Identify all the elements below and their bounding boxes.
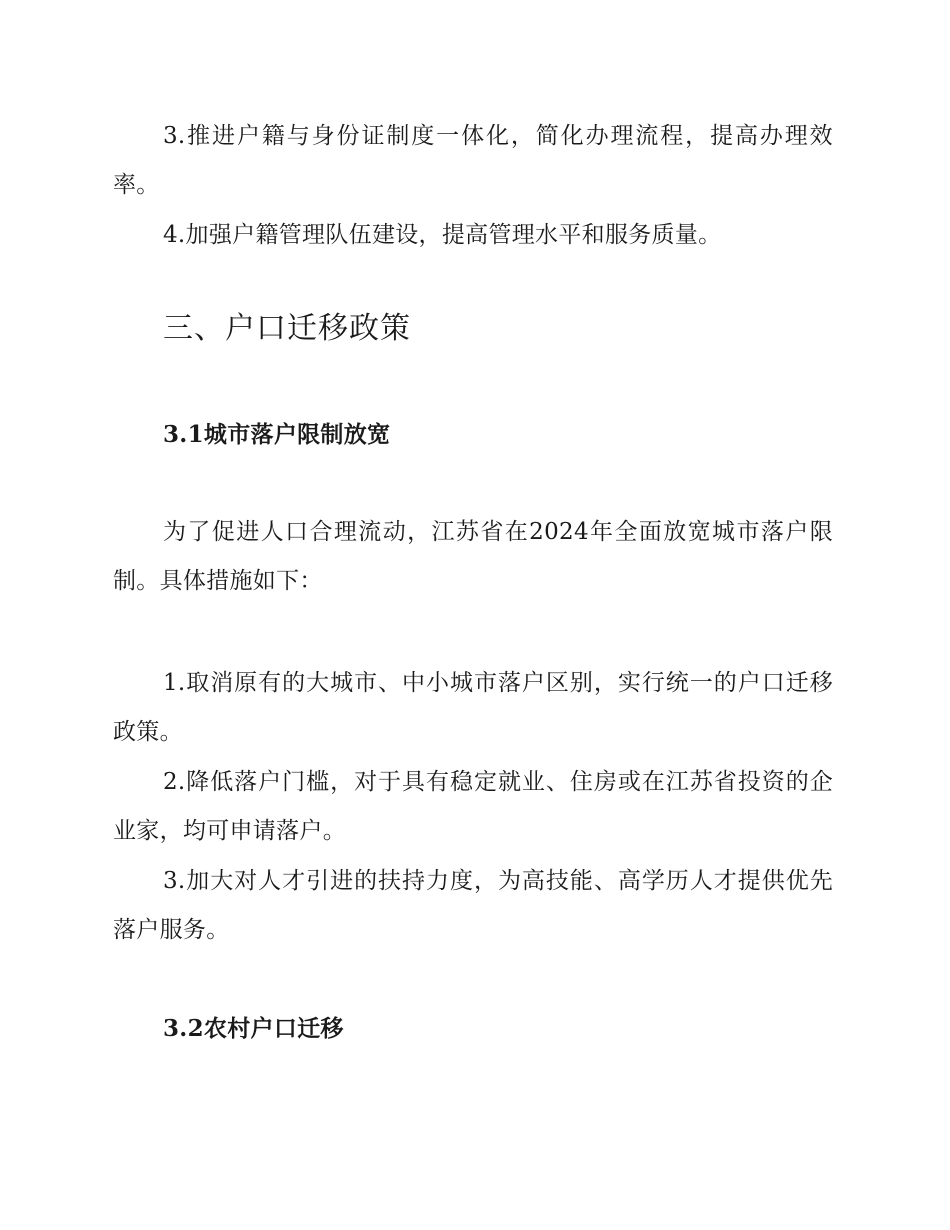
section-heading: 三、户口迁移政策 xyxy=(163,311,411,346)
policy-item-3: 3.加大对人才引进的扶持力度，为高技能、高学历人才提供优先落户服务。 xyxy=(113,868,833,943)
policy-item-1: 1.取消原有的大城市、中小城市落户区别，实行统一的户口迁移政策。 xyxy=(113,670,833,745)
policy-item-2: 2.降低落户门槛，对于具有稳定就业、住房或在江苏省投资的企业家，均可申请落户。 xyxy=(113,769,833,844)
subsection-intro-paragraph: 为了促进人口合理流动，江苏省在2024年全面放宽城市落户限制。具体措施如下： xyxy=(113,519,833,594)
intro-item-3: 3.推进户籍与身份证制度一体化，简化办理流程，提高办理效率。 xyxy=(113,123,833,198)
intro-item-4: 4.加强户籍管理队伍建设，提高管理水平和服务质量。 xyxy=(163,222,722,248)
subsection-title-3-1: 3.1城市落户限制放宽 xyxy=(163,421,391,448)
subsection-title-3-2: 3.2农村户口迁移 xyxy=(163,1015,344,1042)
